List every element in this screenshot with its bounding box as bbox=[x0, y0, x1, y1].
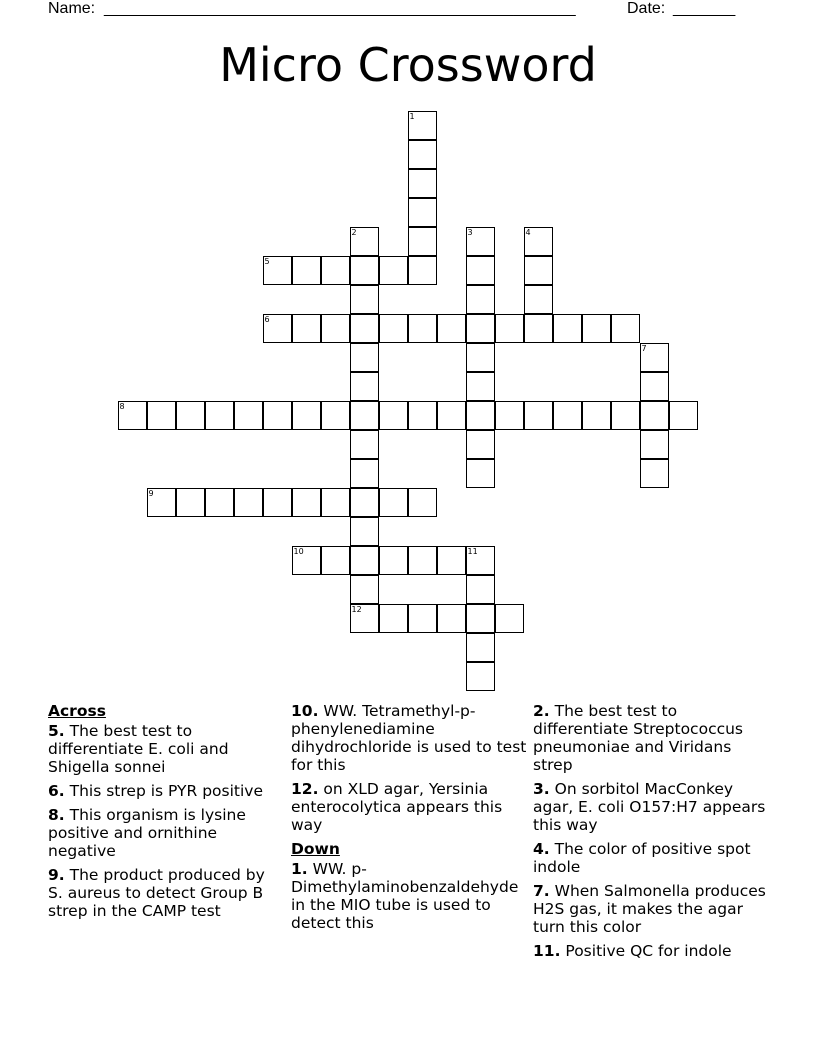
clue-text: The color of positive spot indole bbox=[533, 840, 751, 876]
clue-text: When Salmonella produces H2S gas, it makes the agar turn this color bbox=[533, 882, 766, 936]
clue-number-label: 11 bbox=[467, 546, 478, 556]
crossword-cell[interactable] bbox=[147, 401, 176, 430]
crossword-cell[interactable] bbox=[408, 140, 437, 169]
across-heading: Across bbox=[48, 702, 106, 720]
date-label: Date: bbox=[627, 0, 666, 17]
crossword-cell[interactable] bbox=[234, 488, 263, 517]
crossword-cell[interactable] bbox=[350, 314, 379, 343]
crossword-cell[interactable] bbox=[669, 401, 698, 430]
crossword-cell[interactable] bbox=[118, 401, 147, 430]
crossword-cell[interactable] bbox=[582, 314, 611, 343]
crossword-cell[interactable] bbox=[437, 401, 466, 430]
crossword-cell[interactable] bbox=[292, 488, 321, 517]
crossword-cell[interactable] bbox=[524, 285, 553, 314]
crossword-cell[interactable] bbox=[524, 227, 553, 256]
crossword-cell[interactable] bbox=[640, 343, 669, 372]
clue-number-label: 12 bbox=[351, 604, 362, 614]
clues-column-1 bbox=[48, 702, 273, 926]
crossword-cell[interactable] bbox=[350, 372, 379, 401]
crossword-cell[interactable] bbox=[263, 314, 292, 343]
crossword-cell[interactable] bbox=[350, 256, 379, 285]
crossword-cell[interactable] bbox=[350, 459, 379, 488]
crossword-cell[interactable] bbox=[466, 546, 495, 575]
clue-number: 7. bbox=[533, 882, 550, 900]
crossword-cell[interactable] bbox=[640, 372, 669, 401]
crossword-cell[interactable] bbox=[466, 633, 495, 662]
crossword-cell[interactable] bbox=[263, 401, 292, 430]
clue-text: The best test to differentiate E. coli and Shigella sonnei bbox=[48, 722, 229, 776]
crossword-cell[interactable] bbox=[350, 604, 379, 633]
clue-text: WW. p-Dimethylaminobenzaldehyde in the MIO tube is used to detect this bbox=[291, 860, 519, 932]
crossword-cell[interactable] bbox=[321, 256, 350, 285]
clue-number: 10. bbox=[291, 702, 319, 720]
crossword-cell[interactable] bbox=[350, 430, 379, 459]
clue-text: Positive QC for indole bbox=[565, 942, 732, 960]
crossword-cell[interactable] bbox=[350, 285, 379, 314]
clue-number-label: 6 bbox=[264, 314, 270, 324]
crossword-cell[interactable] bbox=[582, 401, 611, 430]
crossword-cell[interactable] bbox=[553, 314, 582, 343]
clue-number-label: 9 bbox=[148, 488, 154, 498]
crossword-cell[interactable] bbox=[408, 488, 437, 517]
crossword-cell[interactable] bbox=[350, 575, 379, 604]
date-field[interactable]: _______ bbox=[673, 0, 736, 17]
crossword-cell[interactable] bbox=[524, 314, 553, 343]
crossword-cell[interactable] bbox=[205, 401, 234, 430]
clue-across-5 bbox=[48, 722, 273, 776]
crossword-cell[interactable] bbox=[466, 343, 495, 372]
clue-text: This organism is lysine positive and ornithine negative bbox=[48, 806, 246, 860]
clue-across-9 bbox=[48, 866, 273, 920]
clue-text: The best test to differentiate Streptococcus pneumoniae and Viridans strep bbox=[533, 702, 744, 774]
crossword-cell[interactable] bbox=[205, 488, 234, 517]
clue-across-12 bbox=[291, 780, 529, 834]
crossword-cell[interactable] bbox=[640, 459, 669, 488]
crossword-cell[interactable] bbox=[321, 488, 350, 517]
crossword-cell[interactable] bbox=[350, 488, 379, 517]
crossword-cell[interactable] bbox=[408, 227, 437, 256]
crossword-cell[interactable] bbox=[466, 604, 495, 633]
clue-across-8 bbox=[48, 806, 273, 860]
clue-number-label: 8 bbox=[119, 401, 125, 411]
clue-number-label: 3 bbox=[467, 227, 473, 237]
page-title: Micro Crossword bbox=[219, 38, 597, 92]
name-field[interactable]: _____________________________________________________ bbox=[104, 0, 576, 17]
crossword-cell[interactable] bbox=[147, 488, 176, 517]
clue-number: 6. bbox=[48, 782, 65, 800]
down-heading: Down bbox=[291, 840, 340, 858]
name-label: Name: bbox=[48, 0, 96, 17]
crossword-cell[interactable] bbox=[379, 546, 408, 575]
clue-number-label: 2 bbox=[351, 227, 357, 237]
crossword-cell[interactable] bbox=[495, 401, 524, 430]
clue-text: This strep is PYR positive bbox=[69, 782, 263, 800]
clue-down-1 bbox=[291, 860, 529, 932]
clue-down-2 bbox=[533, 702, 768, 774]
crossword-cell[interactable] bbox=[379, 488, 408, 517]
clue-number: 9. bbox=[48, 866, 65, 884]
crossword-cell[interactable] bbox=[350, 227, 379, 256]
clue-down-11 bbox=[533, 942, 768, 960]
crossword-cell[interactable] bbox=[495, 314, 524, 343]
clue-number: 3. bbox=[533, 780, 550, 798]
crossword-cell[interactable] bbox=[553, 401, 582, 430]
crossword-cell[interactable] bbox=[408, 169, 437, 198]
clue-number: 8. bbox=[48, 806, 65, 824]
crossword-cell[interactable] bbox=[321, 314, 350, 343]
crossword-cell[interactable] bbox=[408, 314, 437, 343]
crossword-cell[interactable] bbox=[524, 401, 553, 430]
clue-number-label: 5 bbox=[264, 256, 270, 266]
crossword-cell[interactable] bbox=[408, 198, 437, 227]
crossword-cell[interactable] bbox=[611, 314, 640, 343]
crossword-cell[interactable] bbox=[263, 488, 292, 517]
clue-number-label: 10 bbox=[293, 546, 304, 556]
crossword-cell[interactable] bbox=[408, 546, 437, 575]
clue-across-10 bbox=[291, 702, 529, 774]
crossword-cell[interactable] bbox=[466, 227, 495, 256]
crossword-cell[interactable] bbox=[437, 314, 466, 343]
crossword-cell[interactable] bbox=[176, 488, 205, 517]
crossword-cell[interactable] bbox=[466, 256, 495, 285]
clue-text: The product produced by S. aureus to detect Group B strep in the CAMP test bbox=[48, 866, 265, 920]
clue-number: 4. bbox=[533, 840, 550, 858]
crossword-cell[interactable] bbox=[495, 604, 524, 633]
crossword-cell[interactable] bbox=[234, 401, 263, 430]
clue-down-7 bbox=[533, 882, 768, 936]
clue-across-6 bbox=[48, 782, 273, 800]
crossword-cell[interactable] bbox=[379, 604, 408, 633]
clue-number: 12. bbox=[291, 780, 319, 798]
crossword-cell[interactable] bbox=[640, 401, 669, 430]
crossword-cell[interactable] bbox=[350, 343, 379, 372]
clue-number: 1. bbox=[291, 860, 308, 878]
crossword-cell[interactable] bbox=[350, 546, 379, 575]
crossword-cell[interactable] bbox=[437, 604, 466, 633]
crossword-cell[interactable] bbox=[466, 459, 495, 488]
crossword-cell[interactable] bbox=[321, 401, 350, 430]
clue-number: 11. bbox=[533, 942, 561, 960]
crossword-cell[interactable] bbox=[466, 430, 495, 459]
clue-text: WW. Tetramethyl-p-phenylenediamine dihydrochloride is used to test for this bbox=[291, 702, 527, 774]
crossword-cell[interactable] bbox=[524, 256, 553, 285]
crossword-cell[interactable] bbox=[408, 604, 437, 633]
crossword-cell[interactable] bbox=[466, 401, 495, 430]
crossword-cell[interactable] bbox=[640, 430, 669, 459]
crossword-cell[interactable] bbox=[263, 256, 292, 285]
crossword-cell[interactable] bbox=[437, 546, 466, 575]
crossword-cell[interactable] bbox=[408, 256, 437, 285]
crossword-cell[interactable] bbox=[321, 546, 350, 575]
clue-down-4 bbox=[533, 840, 768, 876]
crossword-cell[interactable] bbox=[466, 314, 495, 343]
crossword-cell[interactable] bbox=[379, 256, 408, 285]
clues-column-3 bbox=[533, 702, 768, 966]
clues-column-2 bbox=[291, 702, 529, 938]
clue-number-label: 4 bbox=[525, 227, 531, 237]
crossword-cell[interactable] bbox=[176, 401, 205, 430]
clue-number: 2. bbox=[533, 702, 550, 720]
crossword-cell[interactable] bbox=[466, 285, 495, 314]
crossword-cell[interactable] bbox=[408, 111, 437, 140]
crossword-cell[interactable] bbox=[466, 372, 495, 401]
crossword-cell[interactable] bbox=[379, 401, 408, 430]
clue-number-label: 1 bbox=[409, 111, 415, 121]
crossword-cell[interactable] bbox=[379, 314, 408, 343]
crossword-cell[interactable] bbox=[292, 546, 321, 575]
crossword-cell[interactable] bbox=[408, 401, 437, 430]
crossword-cell[interactable] bbox=[292, 401, 321, 430]
crossword-cell[interactable] bbox=[292, 314, 321, 343]
crossword-cell[interactable] bbox=[611, 401, 640, 430]
clue-text: on XLD agar, Yersinia enterocolytica appears this way bbox=[291, 780, 503, 834]
clue-text: On sorbitol MacConkey agar, E. coli O157:H7 appears this way bbox=[533, 780, 766, 834]
crossword-cell[interactable] bbox=[350, 517, 379, 546]
crossword-cell[interactable] bbox=[466, 662, 495, 691]
clue-number: 5. bbox=[48, 722, 65, 740]
crossword-cell[interactable] bbox=[466, 575, 495, 604]
clue-down-3 bbox=[533, 780, 768, 834]
crossword-cell[interactable] bbox=[292, 256, 321, 285]
crossword-cell[interactable] bbox=[350, 401, 379, 430]
clue-number-label: 7 bbox=[641, 343, 647, 353]
